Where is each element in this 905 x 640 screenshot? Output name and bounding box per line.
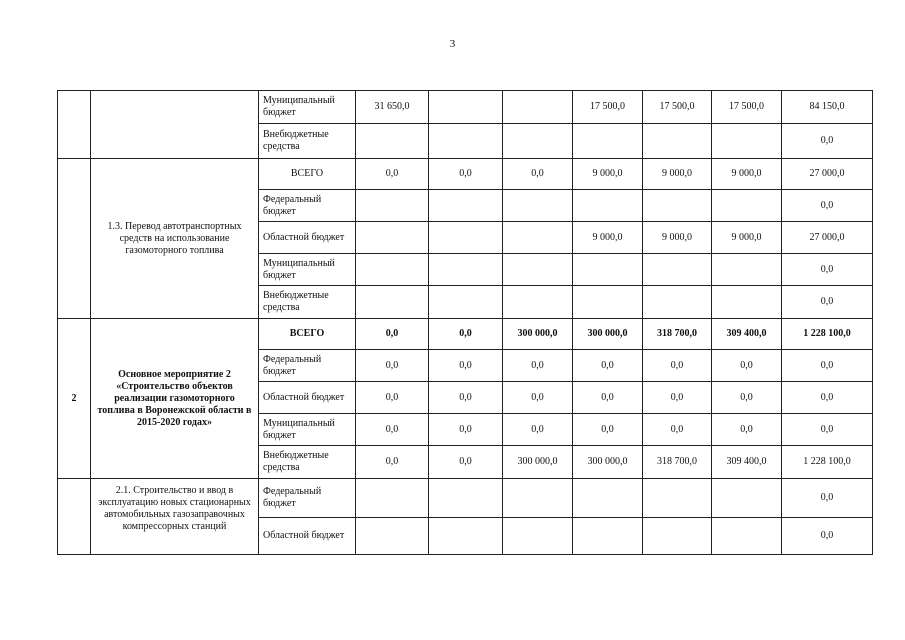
- value-cell: [573, 518, 643, 555]
- total-cell: 27 000,0: [782, 159, 873, 190]
- value-cell: [503, 479, 573, 518]
- total-cell: 0,0: [782, 414, 873, 446]
- value-cell: [573, 190, 643, 222]
- value-cell: [356, 286, 429, 319]
- table-row: [58, 479, 873, 518]
- value-cell: 0,0: [573, 382, 643, 414]
- value-cell: [643, 479, 712, 518]
- funding-source: Внебюджетные средства: [259, 286, 356, 319]
- value-cell: 0,0: [429, 159, 503, 190]
- value-cell: 309 400,0: [712, 446, 782, 479]
- funding-source: Внебюджетные средства: [259, 124, 356, 159]
- value-cell: [503, 518, 573, 555]
- funding-source: ВСЕГО: [259, 159, 356, 190]
- total-cell: 0,0: [782, 124, 873, 159]
- value-cell: [429, 91, 503, 124]
- value-cell: 9 000,0: [643, 222, 712, 254]
- total-cell: 0,0: [782, 382, 873, 414]
- value-cell: [712, 124, 782, 159]
- item-number-cell: [58, 91, 91, 159]
- item-name-cell: Основное мероприятие 2 «Строительство объектов реализации газомоторного топлива в Воронежской области в 2015-2020 годах»: [91, 319, 259, 479]
- value-cell: 0,0: [503, 382, 573, 414]
- value-cell: 0,0: [429, 382, 503, 414]
- funding-source: Муниципальный бюджет: [259, 414, 356, 446]
- funding-source: Муниципальный бюджет: [259, 254, 356, 286]
- funding-source: Муниципальный бюджет: [259, 91, 356, 124]
- value-cell: [356, 518, 429, 555]
- value-cell: [712, 286, 782, 319]
- value-cell: 9 000,0: [573, 159, 643, 190]
- value-cell: [712, 254, 782, 286]
- value-cell: 0,0: [712, 350, 782, 382]
- total-cell: 0,0: [782, 479, 873, 518]
- value-cell: [356, 190, 429, 222]
- funding-source: Областной бюджет: [259, 518, 356, 555]
- value-cell: [356, 479, 429, 518]
- value-cell: 0,0: [503, 414, 573, 446]
- value-cell: 0,0: [429, 319, 503, 350]
- value-cell: [429, 190, 503, 222]
- value-cell: [429, 222, 503, 254]
- value-cell: [429, 518, 503, 555]
- value-cell: [643, 286, 712, 319]
- value-cell: 9 000,0: [712, 159, 782, 190]
- value-cell: 17 500,0: [712, 91, 782, 124]
- item-number-cell: 2: [58, 319, 91, 479]
- value-cell: [573, 254, 643, 286]
- funding-source: Областной бюджет: [259, 222, 356, 254]
- total-cell: 0,0: [782, 254, 873, 286]
- item-name-cell: 2.1. Строительство и ввод в эксплуатацию новых стационарных автомобильных газозаправочных компрессорных станций: [91, 479, 259, 555]
- value-cell: [503, 190, 573, 222]
- funding-source: Федеральный бюджет: [259, 190, 356, 222]
- value-cell: 0,0: [429, 350, 503, 382]
- total-cell: 1 228 100,0: [782, 446, 873, 479]
- value-cell: 0,0: [643, 350, 712, 382]
- value-cell: 17 500,0: [643, 91, 712, 124]
- value-cell: 0,0: [573, 350, 643, 382]
- value-cell: [643, 518, 712, 555]
- table-row: [58, 159, 873, 190]
- value-cell: [643, 124, 712, 159]
- value-cell: 318 700,0: [643, 446, 712, 479]
- funding-source: Федеральный бюджет: [259, 479, 356, 518]
- value-cell: 0,0: [643, 414, 712, 446]
- value-cell: [429, 254, 503, 286]
- total-cell: 0,0: [782, 350, 873, 382]
- value-cell: [429, 479, 503, 518]
- value-cell: 31 650,0: [356, 91, 429, 124]
- value-cell: 0,0: [429, 446, 503, 479]
- value-cell: [356, 254, 429, 286]
- funding-source: Федеральный бюджет: [259, 350, 356, 382]
- item-number-cell: [58, 159, 91, 319]
- funding-source: ВСЕГО: [259, 319, 356, 350]
- total-cell: 27 000,0: [782, 222, 873, 254]
- total-cell: 0,0: [782, 286, 873, 319]
- funding-source: Внебюджетные средства: [259, 446, 356, 479]
- value-cell: 300 000,0: [573, 319, 643, 350]
- value-cell: 9 000,0: [573, 222, 643, 254]
- value-cell: 0,0: [356, 319, 429, 350]
- budget-table: [57, 90, 873, 555]
- total-cell: 84 150,0: [782, 91, 873, 124]
- value-cell: [643, 254, 712, 286]
- value-cell: 0,0: [503, 350, 573, 382]
- value-cell: [573, 479, 643, 518]
- value-cell: [429, 124, 503, 159]
- value-cell: 0,0: [356, 414, 429, 446]
- value-cell: 0,0: [356, 382, 429, 414]
- value-cell: 0,0: [712, 414, 782, 446]
- value-cell: 0,0: [429, 414, 503, 446]
- total-cell: 1 228 100,0: [782, 319, 873, 350]
- item-name-cell: 1.3. Перевод автотранспортных средств на использование газомоторного топлива: [91, 159, 259, 319]
- value-cell: [712, 479, 782, 518]
- value-cell: 0,0: [503, 159, 573, 190]
- item-name-cell: [91, 91, 259, 159]
- value-cell: [429, 286, 503, 319]
- table-row: [58, 319, 873, 350]
- value-cell: [503, 286, 573, 319]
- value-cell: [503, 124, 573, 159]
- value-cell: [503, 222, 573, 254]
- value-cell: 300 000,0: [503, 446, 573, 479]
- value-cell: 300 000,0: [503, 319, 573, 350]
- item-number-cell: [58, 479, 91, 555]
- table-row: [58, 91, 873, 124]
- value-cell: 0,0: [356, 159, 429, 190]
- value-cell: [503, 91, 573, 124]
- value-cell: [356, 222, 429, 254]
- value-cell: 17 500,0: [573, 91, 643, 124]
- value-cell: [643, 190, 712, 222]
- total-cell: 0,0: [782, 518, 873, 555]
- value-cell: [712, 518, 782, 555]
- value-cell: 9 000,0: [712, 222, 782, 254]
- value-cell: [573, 286, 643, 319]
- value-cell: 318 700,0: [643, 319, 712, 350]
- value-cell: [573, 124, 643, 159]
- funding-source: Областной бюджет: [259, 382, 356, 414]
- total-cell: 0,0: [782, 190, 873, 222]
- value-cell: 309 400,0: [712, 319, 782, 350]
- value-cell: 0,0: [573, 414, 643, 446]
- value-cell: [712, 190, 782, 222]
- page-number: 3: [449, 38, 456, 50]
- value-cell: 0,0: [356, 350, 429, 382]
- value-cell: 0,0: [356, 446, 429, 479]
- value-cell: [356, 124, 429, 159]
- value-cell: 0,0: [643, 382, 712, 414]
- value-cell: 9 000,0: [643, 159, 712, 190]
- value-cell: 300 000,0: [573, 446, 643, 479]
- value-cell: [503, 254, 573, 286]
- value-cell: 0,0: [712, 382, 782, 414]
